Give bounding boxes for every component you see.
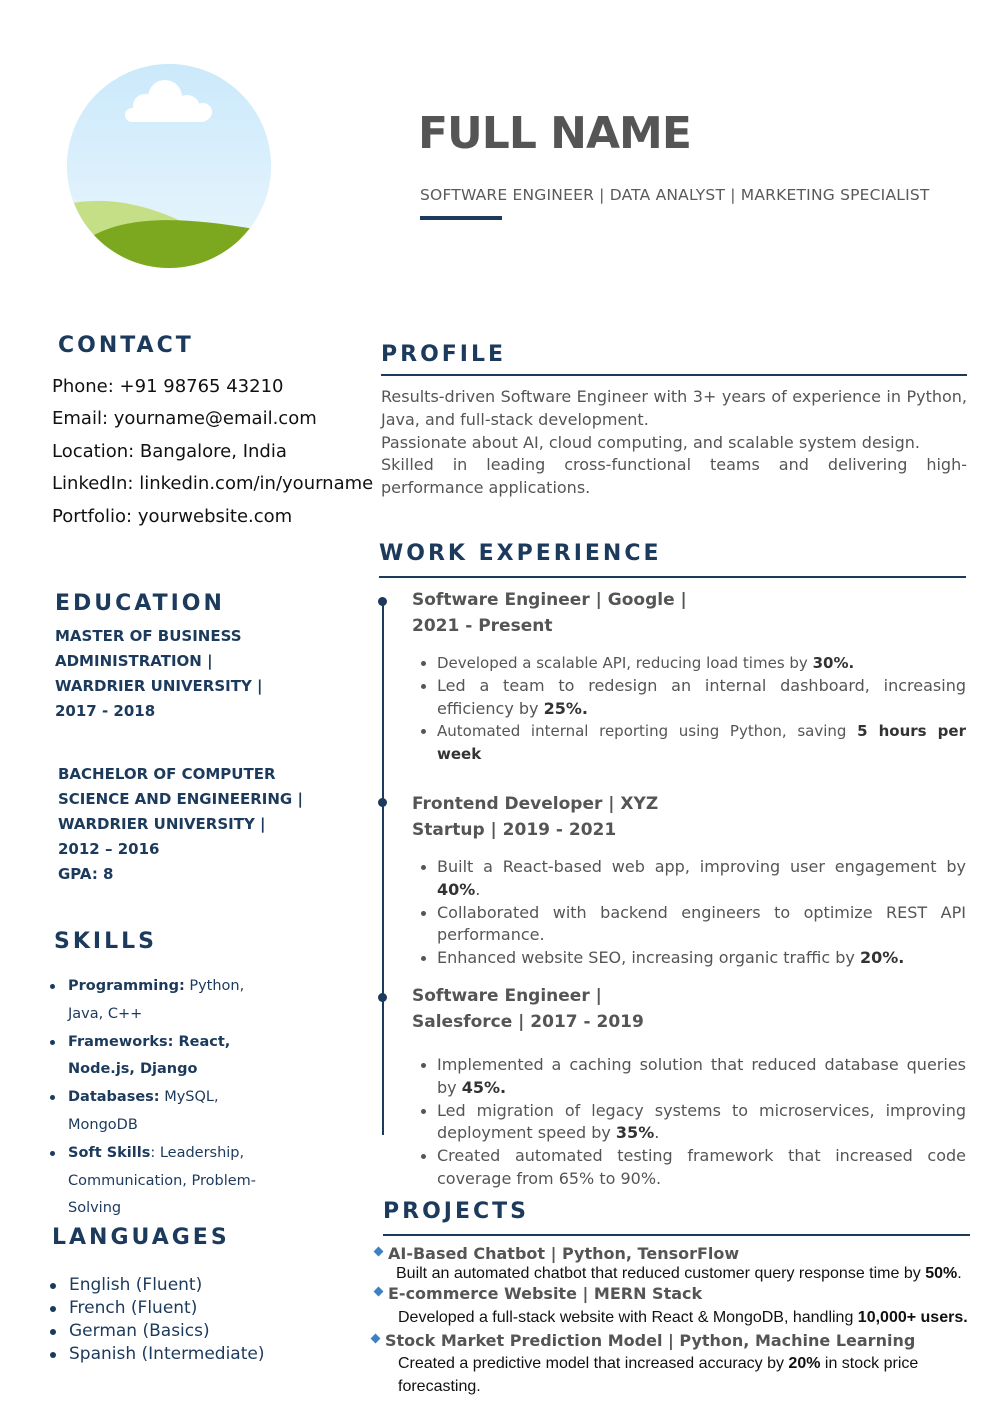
language-item: English (Fluent) — [48, 1274, 264, 1297]
education-line: MASTER OF BUSINESS — [55, 627, 242, 645]
work-experience-divider — [379, 576, 966, 578]
language-item: Spanish (Intermediate) — [48, 1343, 264, 1366]
job-title-salesforce — [412, 984, 712, 1035]
profile-paragraph: Passionate about AI, cloud computing, and scalable system design. — [381, 432, 920, 452]
project-title-stock: Stock Market Prediction Model | Python, Machine Learning — [372, 1331, 915, 1350]
roles-subtitle: SOFTWARE ENGINEER | DATA ANALYST | MARKETING SPECIALIST — [420, 186, 930, 204]
job-bullet: Enhanced website SEO, increasing organic traffic by 20%. — [420, 947, 966, 970]
job-title-line: Frontend Developer | XYZ — [412, 794, 659, 814]
job-date-line: Salesforce | 2017 - 2019 — [412, 1011, 644, 1032]
job-bullets-xyz — [420, 856, 966, 970]
job-title-line: Software Engineer | Google | — [412, 590, 687, 610]
job-bullet: Collaborated with backend engineers to optimize REST API performance. — [420, 902, 966, 948]
job-bullet: Developed a scalable API, reducing load times by 30%. — [420, 652, 966, 675]
education-line: WARDRIER UNIVERSITY | — [58, 815, 266, 833]
job-bullet: Led migration of legacy systems to microservices, improving deployment speed by 35%. — [420, 1100, 966, 1146]
diamond-bullet-icon — [374, 1247, 384, 1257]
education-line: 2017 - 2018 — [55, 702, 156, 720]
education-line: SCIENCE AND ENGINEERING | — [58, 790, 303, 808]
profile-summary — [381, 386, 967, 500]
contact-location: Location: Bangalore, India — [52, 441, 287, 462]
profile-photo-placeholder — [67, 64, 271, 268]
education-line: WARDRIER UNIVERSITY | — [55, 677, 263, 695]
profile-paragraph: Skilled in leading cross-functional teams and delivering high-performance applications. — [381, 455, 967, 498]
contact-linkedin[interactable]: LinkedIn: linkedin.com/in/yourname — [52, 473, 374, 494]
job-bullet: Created automated testing framework that increased code coverage from 65% to 90%. — [420, 1145, 966, 1191]
job-bullet: Automated internal reporting using Python, saving 5 hours per week — [420, 720, 966, 766]
contact-portfolio[interactable]: Portfolio: yourwebsite.com — [52, 506, 293, 527]
language-item: German (Basics) — [48, 1320, 264, 1343]
project-desc-chatbot: Built an automated chatbot that reduced customer query response time by 50%. — [396, 1265, 962, 1282]
job-date-line: Startup | 2019 - 2021 — [412, 819, 617, 840]
project-desc-ecommerce: Developed a full-stack website with React & MongoDB, handling 10,000+ users. — [398, 1309, 968, 1326]
job-bullet: Led a team to redesign an internal dashboard, increasing efficiency by 25%. — [420, 675, 966, 721]
skill-value: Python, Java, C++ — [68, 978, 245, 1022]
profile-heading: PROFILE — [381, 342, 507, 367]
job-bullet: Built a React-based web app, improving user engagement by 40%. — [420, 856, 966, 902]
timeline-dot — [378, 597, 387, 606]
skill-value: MySQL, MongoDB — [68, 1089, 219, 1133]
languages-list — [48, 1274, 264, 1366]
work-experience-heading: WORK EXPERIENCE — [379, 541, 662, 566]
skill-label: Soft Skills — [68, 1144, 151, 1161]
diamond-bullet-icon — [374, 1287, 384, 1297]
full-name-heading: FULL NAME — [418, 108, 691, 159]
job-date-line: 2021 - Present — [412, 615, 553, 636]
projects-heading: PROJECTS — [383, 1199, 529, 1224]
skill-item — [48, 1140, 283, 1223]
profile-divider — [381, 374, 967, 376]
job-title-xyz — [412, 792, 712, 843]
skills-list — [48, 973, 308, 1223]
job-bullets-salesforce — [420, 1054, 966, 1191]
contact-phone: Phone: +91 98765 43210 — [52, 376, 284, 397]
job-title-google — [412, 588, 712, 639]
projects-divider — [383, 1234, 970, 1236]
education-entry-bachelor — [58, 762, 338, 887]
language-item: French (Fluent) — [48, 1297, 264, 1320]
timeline-dot — [378, 993, 387, 1002]
skill-label: Databases: — [68, 1089, 160, 1106]
profile-paragraph: Results-driven Software Engineer with 3+ years of experience in Python, Java, and full-stack development. — [381, 387, 967, 429]
skills-heading: SKILLS — [54, 929, 157, 954]
project-desc-stock: Created a predictive model that increased accuracy by 20% in stock price forecasting. — [398, 1355, 919, 1395]
project-title-ecommerce: E-commerce Website | MERN Stack — [375, 1284, 702, 1303]
timeline-dot — [378, 798, 387, 807]
landscape-image-icon — [67, 64, 271, 268]
contact-email[interactable]: Email: yourname@email.com — [52, 408, 317, 429]
contact-heading: CONTACT — [58, 333, 194, 358]
languages-heading: LANGUAGES — [52, 1225, 230, 1250]
skill-item — [48, 973, 258, 1029]
project-title-chatbot: AI-Based Chatbot | Python, TensorFlow — [375, 1244, 739, 1263]
job-bullets-google — [420, 652, 966, 766]
roles-underline — [420, 216, 502, 220]
education-line: BACHELOR OF COMPUTER — [58, 765, 276, 783]
skill-label: Programming: — [68, 978, 185, 994]
skill-item — [48, 1084, 248, 1140]
job-title-line: Software Engineer | — [412, 986, 602, 1006]
education-line: ADMINISTRATION | — [55, 652, 213, 670]
education-entry-mba — [55, 624, 315, 724]
skill-item — [48, 1029, 248, 1085]
job-bullet: Implemented a caching solution that reduced database queries by 45%. — [420, 1054, 966, 1100]
timeline-line — [382, 600, 384, 1135]
skill-value: : Leadership, Communication, Problem-Solving — [68, 1144, 257, 1217]
skill-label: Frameworks: React, Node.js, Django — [68, 1033, 231, 1078]
education-line: GPA: 8 — [58, 865, 114, 883]
education-heading: EDUCATION — [55, 591, 225, 616]
diamond-bullet-icon — [371, 1334, 381, 1344]
education-line: 2012 – 2016 — [58, 840, 160, 858]
